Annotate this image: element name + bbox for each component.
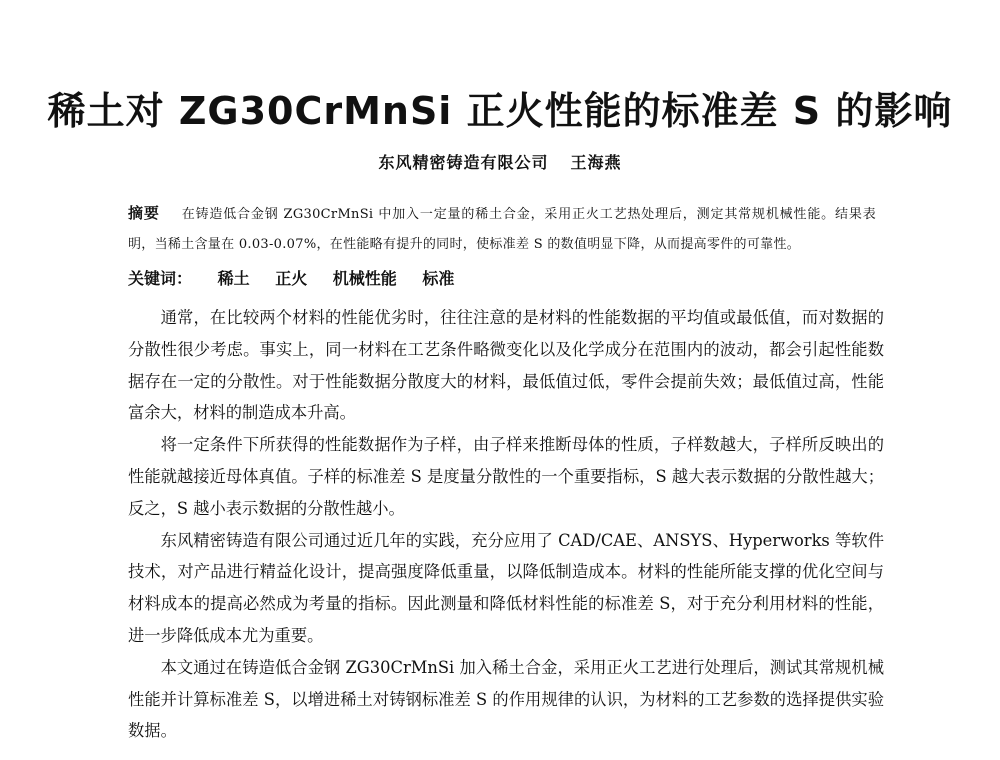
- paper-title: 稀土对 ZG30CrMnSi 正火性能的标准差 S 的影响: [47, 89, 953, 133]
- body-paragraph: 本文通过在铸造低合金钢 ZG30CrMnSi 加入稀土合金，采用正火工艺进行处理后，测试其常规机械性能并计算标准差 S，以增进稀土对铸钢标准差 S 的作用规律的认识，为材料的工艺参数的选择提供实验数据。: [128, 657, 884, 741]
- author-organization: 东风精密铸造有限公司: [378, 153, 549, 172]
- body-paragraph: 通常，在比较两个材料的性能优劣时，往往注意的是材料的性能数据的平均值或最低值，而对数据的分散性很少考虑。事实上，同一材料在工艺条件略微变化以及化学成分在范围内的波动，都会引起性能数据存在一定的分散性。对于性能数据分散度大的材料，最低值过低，零件会提前失效；最低值过高，性能富余大，材料的制造成本升高。: [128, 308, 884, 423]
- abstract: [128, 198, 876, 260]
- keyword: 标准: [422, 269, 455, 288]
- byline: [0, 150, 1000, 173]
- keywords-label: 关键词：: [128, 269, 193, 288]
- abstract-text: 在铸造低合金钢 ZG30CrMnSi 中加入一定量的稀土合金，采用正火工艺热处理后，测定其常规机械性能。结果表明，当稀土含量在 0.03-0.07%，在性能略有提升的同时，使标准差 S 的数值明显下降，从而提高零件的可靠性。: [128, 207, 876, 252]
- body-text: [128, 302, 884, 747]
- keyword: 稀土: [217, 269, 250, 288]
- keyword: 机械性能: [332, 269, 397, 288]
- abstract-label: 摘要: [128, 204, 160, 222]
- author-name: 王海燕: [570, 153, 622, 172]
- keyword: 正火: [275, 269, 308, 288]
- keywords: [128, 266, 454, 289]
- body-paragraph: 将一定条件下所获得的性能数据作为子样，由子样来推断母体的性质，子样数越大，子样所反映出的性能就越接近母体真值。子样的标准差 S 是度量分散性的一个重要指标，S 越大表示数据的分散性越大；反之，S 越小表示数据的分散性越小。: [128, 435, 884, 518]
- body-paragraph: 东风精密铸造有限公司通过近几年的实践，充分应用了 CAD/CAE、ANSYS、Hyperworks 等软件技术，对产品进行精益化设计，提高强度降低重量，以降低制造成本。材料的性能所能支撑的优化空间与材料成本的提高必然成为考量的指标。因此测量和降低材料性能的标准差 S，对于充分利用材料的性能，进一步降低成本尤为重要。: [128, 530, 884, 645]
